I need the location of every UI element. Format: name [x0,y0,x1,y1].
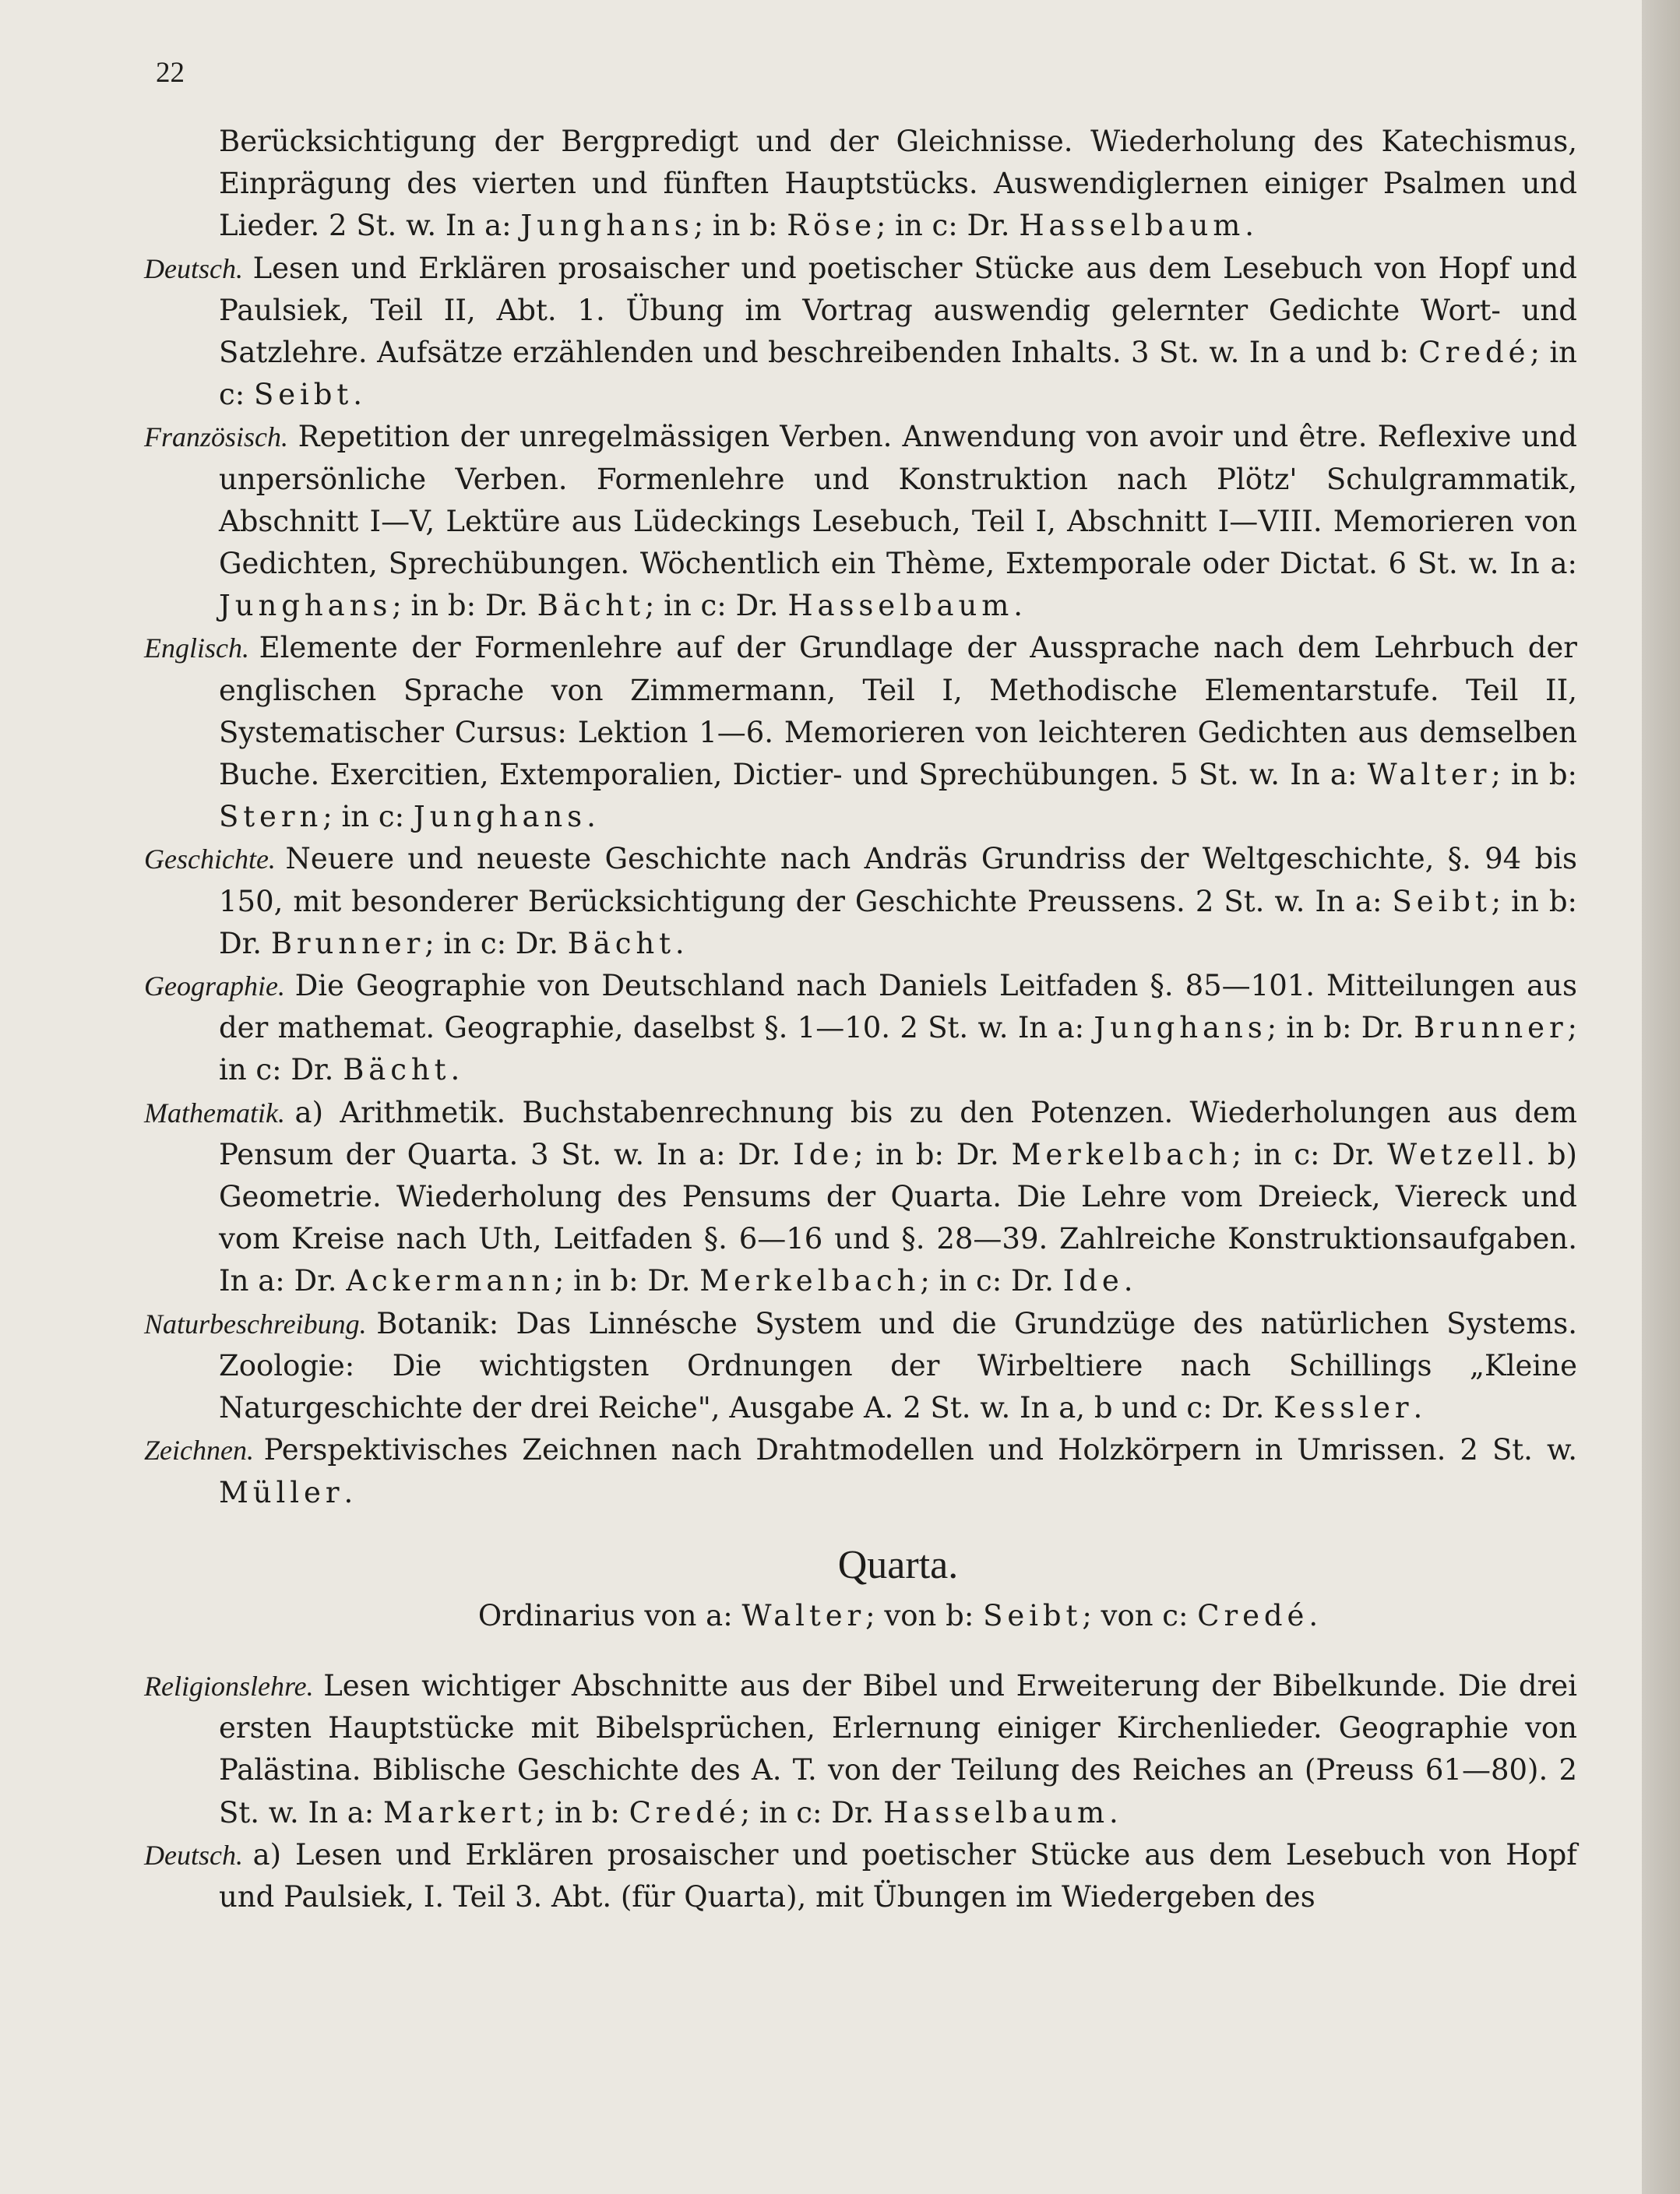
subject-label: Geschichte. [144,843,276,875]
religion-continuation: Berücksichtigung der Bergpredigt und der Gleichnisse. Wiederholung des Katechismus, Einprägung des vierten und fünften Hauptstücks. Auswendiglernen einiger Psalmen und Lieder. 2 St. w. In a: Junghans; in b: Röse; in c: Dr. Hasselbaum. [219,125,1577,243]
subject-label: Naturbeschreibung. [144,1308,367,1340]
subject-geschichte: Geschichte. Neuere und neueste Geschichte nach Andräs Grundriss der Weltgeschichte, §. 94 bis 150, mit besonderer Berücksichtigung der Geschichte Preussens. 2 St. w. In a: Seibt; in b: Dr. Brunner; in c: Dr. Bächt. [144,842,1577,960]
subject-label: Deutsch. [144,252,243,284]
subject-mathematik: Mathematik. a) Arithmetik. Buchstabenrechnung bis zu den Potenzen. Wiederholungen aus dem Pensum der Quarta. 3 St. w. In a: Dr. Ide; in b: Dr. Merkelbach; in c: Dr. Wetzell. b) Geometrie. Wiederholung des Pensums der Quarta. Die Lehre vom Dreieck, Viereck und vom Kreise nach Uth, Leitfaden §. 6—16 und §. 28—39. Zahlreiche Konstruktionsaufgaben. In a: Dr. Ackermann; in b: Dr. Merkelbach; in c: Dr. Ide. [144,1095,1577,1298]
subject-religionslehre: Religionslehre. Lesen wichtiger Abschnitte aus der Bibel und Erweiterung der Bibelkunde. Die drei ersten Hauptstücke mit Bibelsprüchen, Erlernung einiger Kirchenlieder. Geographie von Palästina. Biblische Geschichte des A. T. von der Teilung des Reiches an (Preuss 61—80). 2 St. w. In a: Markert; in b: Credé; in c: Dr. Hasselbaum. [144,1668,1577,1830]
page-number: 22 [156,57,185,89]
subject-label: Französisch. [144,421,289,453]
subject-label: Mathematik. [144,1097,285,1129]
document-body [144,121,1577,1918]
subject-franzoesisch: Französisch. Repetition der unregelmässigen Verben. Anwendung von avoir und être. Reflexive und unpersönliche Verben. Formenlehre und Konstruktion nach Plötz' Schulgrammatik, Abschnitt I—V, Lektüre aus Lüdeckings Lesebuch, Teil I, Abschnitt I—VIII. Memorieren von Gedichten, Sprechübungen. Wöchentlich ein Thème, Extemporale oder Dictat. 6 St. w. In a: Junghans; in b: Dr. Bächt; in c: Dr. Hasselbaum. [144,420,1577,623]
subject-label: Englisch. [144,632,249,664]
subject-zeichnen: Zeichnen. Perspektivisches Zeichnen nach Drahtmodellen und Holzkörpern in Umrissen. 2 St. w. Müller. [144,1433,1577,1509]
ordinarius-line: Ordinarius von a: Walter; von b: Seibt; von c: Credé. [477,1598,1319,1632]
subject-label: Zeichnen. [144,1435,254,1467]
subject-geographie: Geographie. Die Geographie von Deutschland nach Daniels Leitfaden §. 85—101. Mitteilungen aus der mathemat. Geographie, daselbst §. 1—10. 2 St. w. In a: Junghans; in b: Dr. Brunner; in c: Dr. Bächt. [144,969,1578,1087]
subject-label: Religionslehre. [144,1670,314,1702]
subject-label: Geographie. [144,970,285,1002]
subject-label: Deutsch. [144,1839,243,1871]
subject-deutsch: Deutsch. Lesen und Erklären prosaischer und poetischer Stücke aus dem Lesebuch von Hopf und Paulsiek, Teil II, Abt. 1. Übung im Vortrag auswendig gelernter Gedichte Wort- und Satzlehre. Aufsätze erzählenden und beschreibenden Inhalts. 3 St. w. In a und b: Credé; in c: Seibt. [144,251,1577,412]
subject-naturbeschreibung: Naturbeschreibung. Botanik: Das Linnésche System und die Grundzüge des natürlichen Systems. Zoologie: Die wichtigsten Ordnungen der Wirbeltiere nach Schillings „Kleine Naturgeschichte der drei Reiche", Ausgabe A. 2 St. w. In a, b und c: Dr. Kessler. [144,1306,1577,1425]
page-edge-shadow [1642,0,1680,2194]
section-heading-quarta: Quarta. [837,1542,959,1587]
subject-deutsch-quarta: Deutsch. a) Lesen und Erklären prosaischer und poetischer Stücke aus dem Lesebuch von Hopf und Paulsiek, I. Teil 3. Abt. (für Quarta), mit Übungen im Wiedergeben des [144,1837,1577,1914]
subject-englisch: Englisch. Elemente der Formenlehre auf der Grundlage der Aussprache nach dem Lehrbuch der englischen Sprache von Zimmermann, Teil I, Methodische Elementarstufe. Teil II, Systematischer Cursus: Lektion 1—6. Memorieren von leichteren Gedichten aus demselben Buche. Exercitien, Extemporalien, Dictier- und Sprechübungen. 5 St. w. In a: Walter; in b: Stern; in c: Junghans. [144,631,1577,834]
